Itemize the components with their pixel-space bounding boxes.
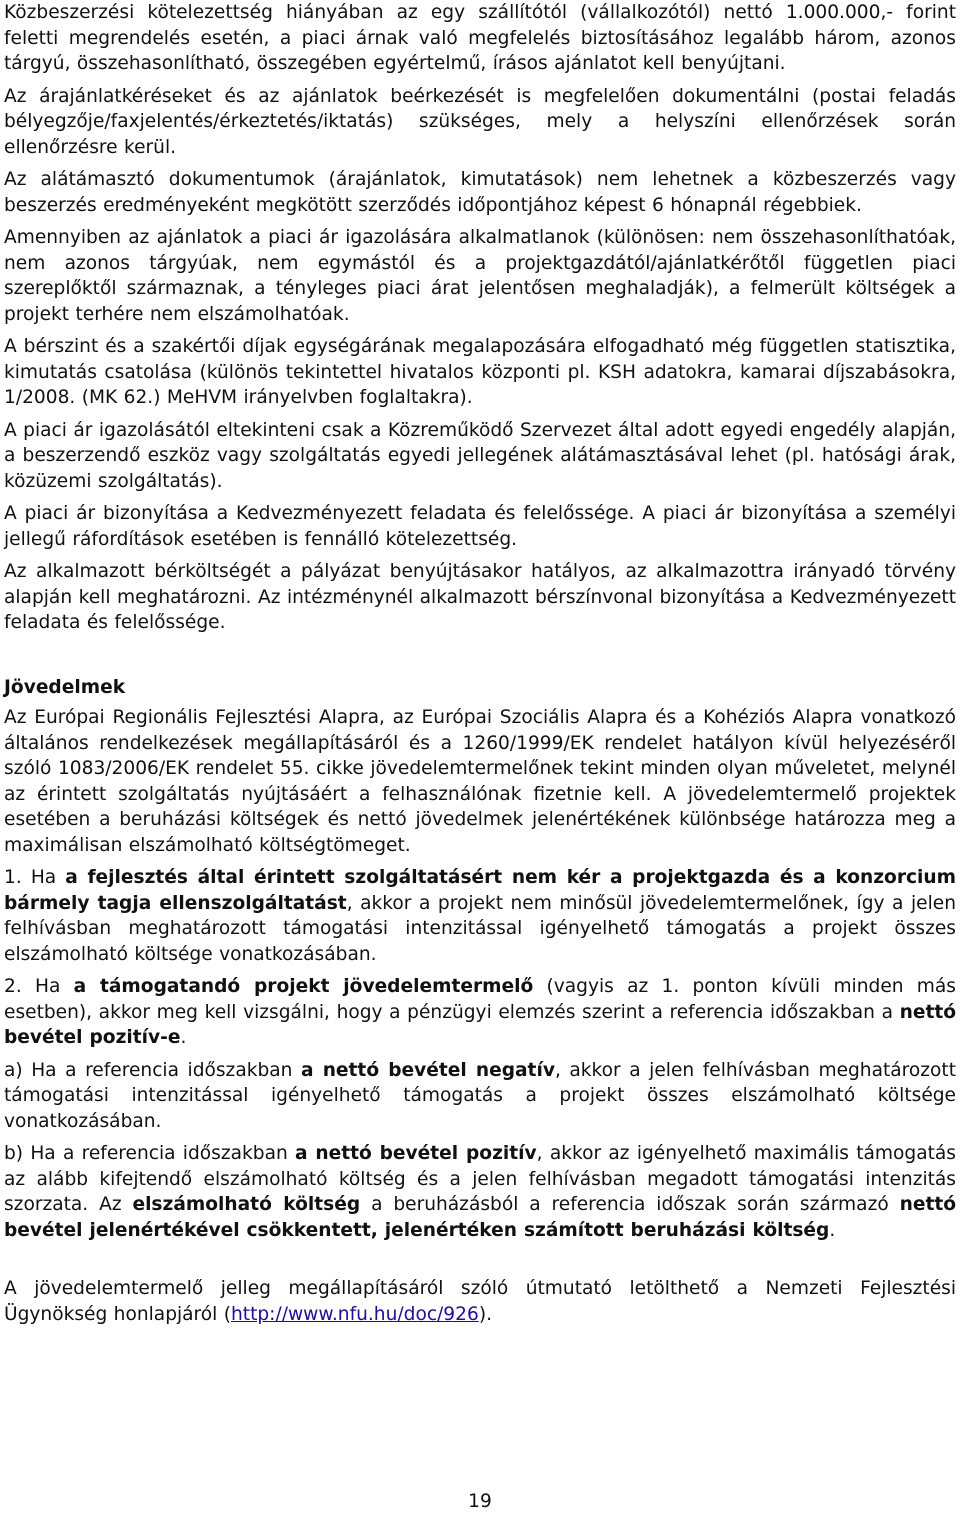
- list-item-1-prefix: 1. Ha: [4, 867, 66, 888]
- spacer: [4, 1250, 956, 1276]
- list-item-b-mid-1: , akkor az igényelhető maximális támogatás az alább kifejtendő elszámolható költség és a jelen felhívásban megadott támogatási intenzitás szorzata. Az: [4, 1143, 956, 1215]
- paragraph-unsuitable-offers: Amennyiben az ajánlatok a piaci ár igazolására alkalmatlanok (különösen: nem összehasonlíthatóak, nem azonos tárgyúak, nem egymástól és a projektgazdától/ajánlatkérőtől független piaci szereplőktől származnak, a tényleges piaci árat jelentősen meghaladják), a felmerült költségek a projekt terhére nem elszámolhatóak.: [4, 227, 956, 325]
- paragraph-guide-download: [4, 1276, 956, 1327]
- list-item-b: [4, 1141, 956, 1243]
- list-item-b-bold-3: nettó bevétel jelenértékével csökkentett, jelenértéken számított beruházási költség: [4, 1194, 956, 1241]
- nfu-guide-link[interactable]: http://www.nfu.hu/doc/926: [231, 1303, 479, 1325]
- paragraph-employee-wage: Az alkalmazott bérköltségét a pályázat benyújtásakor hatályos, az alkalmazottra irányadó törvény alapján kell meghatározni. Az intézménynél alkalmazott bérszínvonal bizonyítása a Kedvezményezett feladata és felelőssége.: [4, 561, 956, 633]
- list-item-1: [4, 865, 956, 967]
- document-page: [4, 0, 956, 1334]
- paragraph-procurement-offers: Közbeszerzési kötelezettség hiányában az egy szállítótól (vállalkozótól) nettó 1.000.000,- forint feletti megrendelés esetén, a piaci árnak való megfelelés biztosításához legalább három, azonos tárgyú, összehasonlítható, összegében egyértelmű, írásos ajánlatot kell benyújtani.: [4, 2, 956, 74]
- guide-download-text: A jövedelemtermelő jelleg megállapításáról szóló útmutató letölthető a Nemzeti Fejlesztési Ügynökség honlapjáról (: [4, 1278, 956, 1325]
- list-item-2-mid: (vagyis az 1. ponton kívüli minden más esetben), akkor meg kell vizsgálni, hogy a pénzügyi elemzés szerint a referencia időszakban a: [4, 976, 956, 1023]
- list-item-1-rest: , akkor a projekt nem minősül jövedelemtermelőnek, így a jelen felhívásban meghatározott támogatási intenzitással igényelhető támogatás a projekt összes elszámolható költsége vonatkozásában.: [4, 892, 956, 965]
- paragraph-wage-level: A bérszint és a szakértői díjak egységárának megalapozására elfogadható még független statisztika, kimutatás csatolása (különös tekintettel hivatalos központi pl. KSH adatokra, kamarai díjszabásokra, 1/2008. (MK 62.) MeHVM irányelvben foglaltakra).: [4, 336, 956, 408]
- paragraph-section-intro: Az Európai Regionális Fejlesztési Alapra, az Európai Szociális Alapra és a Kohéziós Alapra vonatkozó általános rendelkezések megállapításáról és a 1260/1999/EK rendelet hatályon kívül helyezéséről szóló 1083/2006/EK rendelet 55. cikke jövedelemtermelőnek tekint minden olyan műveletet, melynél az érintett szolgáltatás nyújtásáért a felhasználónak fizetnie kell. A jövedelemtermelő projektek esetében a beruházási költségek és nettó jövedelmek jelenértékének különbsége határozza meg a maximálisan elszámolható költségtömeget.: [4, 707, 956, 856]
- list-item-b-prefix: b) Ha a referencia időszakban: [4, 1143, 296, 1164]
- spacer: [4, 643, 956, 675]
- list-item-2-prefix: 2. Ha: [4, 976, 74, 997]
- list-item-a-bold: a nettó bevétel negatív: [301, 1059, 555, 1081]
- list-item-a-prefix: a) Ha a referencia időszakban: [4, 1059, 302, 1081]
- list-item-b-bold-2: elszámolható költség: [132, 1194, 361, 1215]
- list-item-1-bold: a fejlesztés által érintett szolgáltatásért nem kér a projektgazda és a konzorcium bármely tagja ellenszolgáltatást: [4, 867, 957, 914]
- list-item-b-end: .: [829, 1219, 836, 1241]
- list-item-a: [4, 1058, 956, 1135]
- section-heading: Jövedelmek: [4, 676, 126, 698]
- list-item-2-bold-1: a támogatandó projekt jövedelemtermelő: [73, 976, 534, 997]
- paragraph-beneficiary-responsibility: A piaci ár bizonyítása a Kedvezményezett feladata és felelőssége. A piaci ár bizonyítása a személyi jellegű ráfordítások esetében is fennálló kötelezettség.: [4, 503, 956, 550]
- list-item-b-mid-2: a beruházásból a referencia időszak során származó: [360, 1194, 900, 1215]
- list-item-a-rest: , akkor a jelen felhívásban meghatározott támogatási intenzitással igényelhető támogatás a projekt összes elszámolható költsége vonatkozásában.: [4, 1059, 957, 1132]
- guide-download-end: ).: [478, 1303, 492, 1325]
- list-item-2: [4, 974, 956, 1051]
- list-item-2-end: .: [180, 1027, 187, 1048]
- list-item-b-bold-1: a nettó bevétel pozitív: [295, 1143, 537, 1164]
- page-number: 19: [468, 1491, 492, 1512]
- paragraph-supporting-documents: Az alátámasztó dokumentumok (árajánlatok, kimutatások) nem lehetnek a közbeszerzés vagy beszerzés eredményeként megkötött szerződés időpontjához képest 6 hónapnál régebbiek.: [4, 169, 956, 216]
- paragraph-documentation: Az árajánlatkéréseket és az ajánlatok beérkezését is megfelelően dokumentálni (postai feladás bélyegzője/faxjelentés/érkeztetés/iktatás) szükséges, mely a helyszíni ellenőrzések során ellenőrzésre kerül.: [4, 85, 956, 158]
- paragraph-exemption: A piaci ár igazolásától eltekinteni csak a Közreműködő Szervezet által adott egyedi engedély alapján, a beszerzendő eszköz vagy szolgáltatás egyedi jellegének alátámasztásával lehet (pl. hatósági árak, közüzemi szolgáltatás).: [4, 419, 956, 492]
- list-item-2-bold-2: nettó bevétel pozitív-e: [4, 1001, 956, 1048]
